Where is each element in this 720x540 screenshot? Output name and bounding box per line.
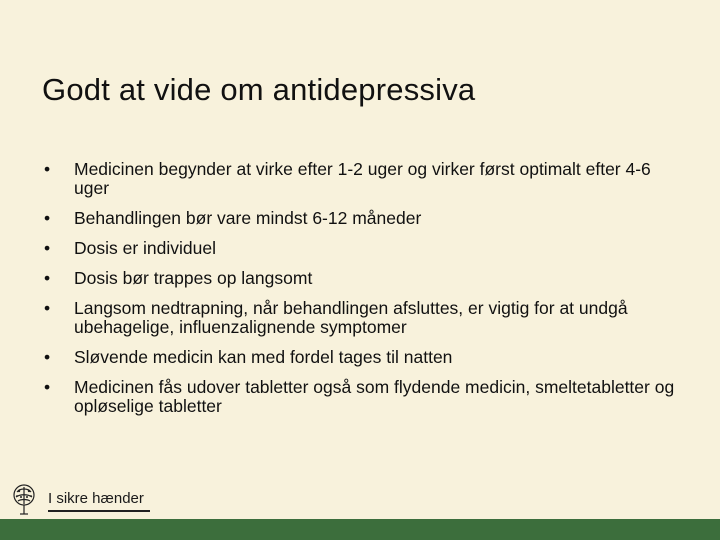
tree-emblem-icon: [6, 482, 42, 516]
list-item: [44, 239, 684, 258]
list-item: [44, 209, 684, 228]
bullet-marker: •: [44, 347, 51, 367]
bullet-marker: •: [44, 268, 51, 288]
bullet-text: Sløvende medicin kan med fordel tages til natten: [74, 347, 453, 367]
bullet-list: [44, 160, 684, 427]
bullet-text: Medicinen fås udover tabletter også som flydende medicin, smeltetabletter og opløselige tabletter: [74, 377, 675, 416]
logo-underline: [48, 510, 150, 512]
list-item: [44, 269, 684, 288]
bullet-marker: •: [44, 208, 51, 228]
slide-title: Godt at vide om antidepressiva: [42, 72, 476, 107]
bullet-marker: •: [44, 377, 51, 397]
bullet-text: Dosis bør trappes op langsomt: [74, 268, 313, 288]
list-item: [44, 348, 684, 367]
logo: [6, 482, 166, 516]
bullet-text: Behandlingen bør vare mindst 6-12 måneder: [74, 208, 422, 228]
bullet-marker: •: [44, 298, 51, 318]
footer-bar: [0, 519, 720, 540]
bullet-marker: •: [44, 238, 51, 258]
bullet-text: Langsom nedtrapning, når behandlingen afsluttes, er vigtig for at undgå ubehagelige, influenzalignende symptomer: [74, 298, 628, 337]
list-item: [44, 160, 684, 198]
bullet-text: Medicinen begynder at virke efter 1-2 uger og virker først optimalt efter 4-6 uger: [74, 159, 651, 198]
bullet-marker: •: [44, 159, 51, 179]
logo-text: I sikre hænder: [48, 490, 144, 507]
list-item: [44, 378, 684, 416]
list-item: [44, 299, 684, 337]
bullet-text: Dosis er individuel: [74, 238, 217, 258]
